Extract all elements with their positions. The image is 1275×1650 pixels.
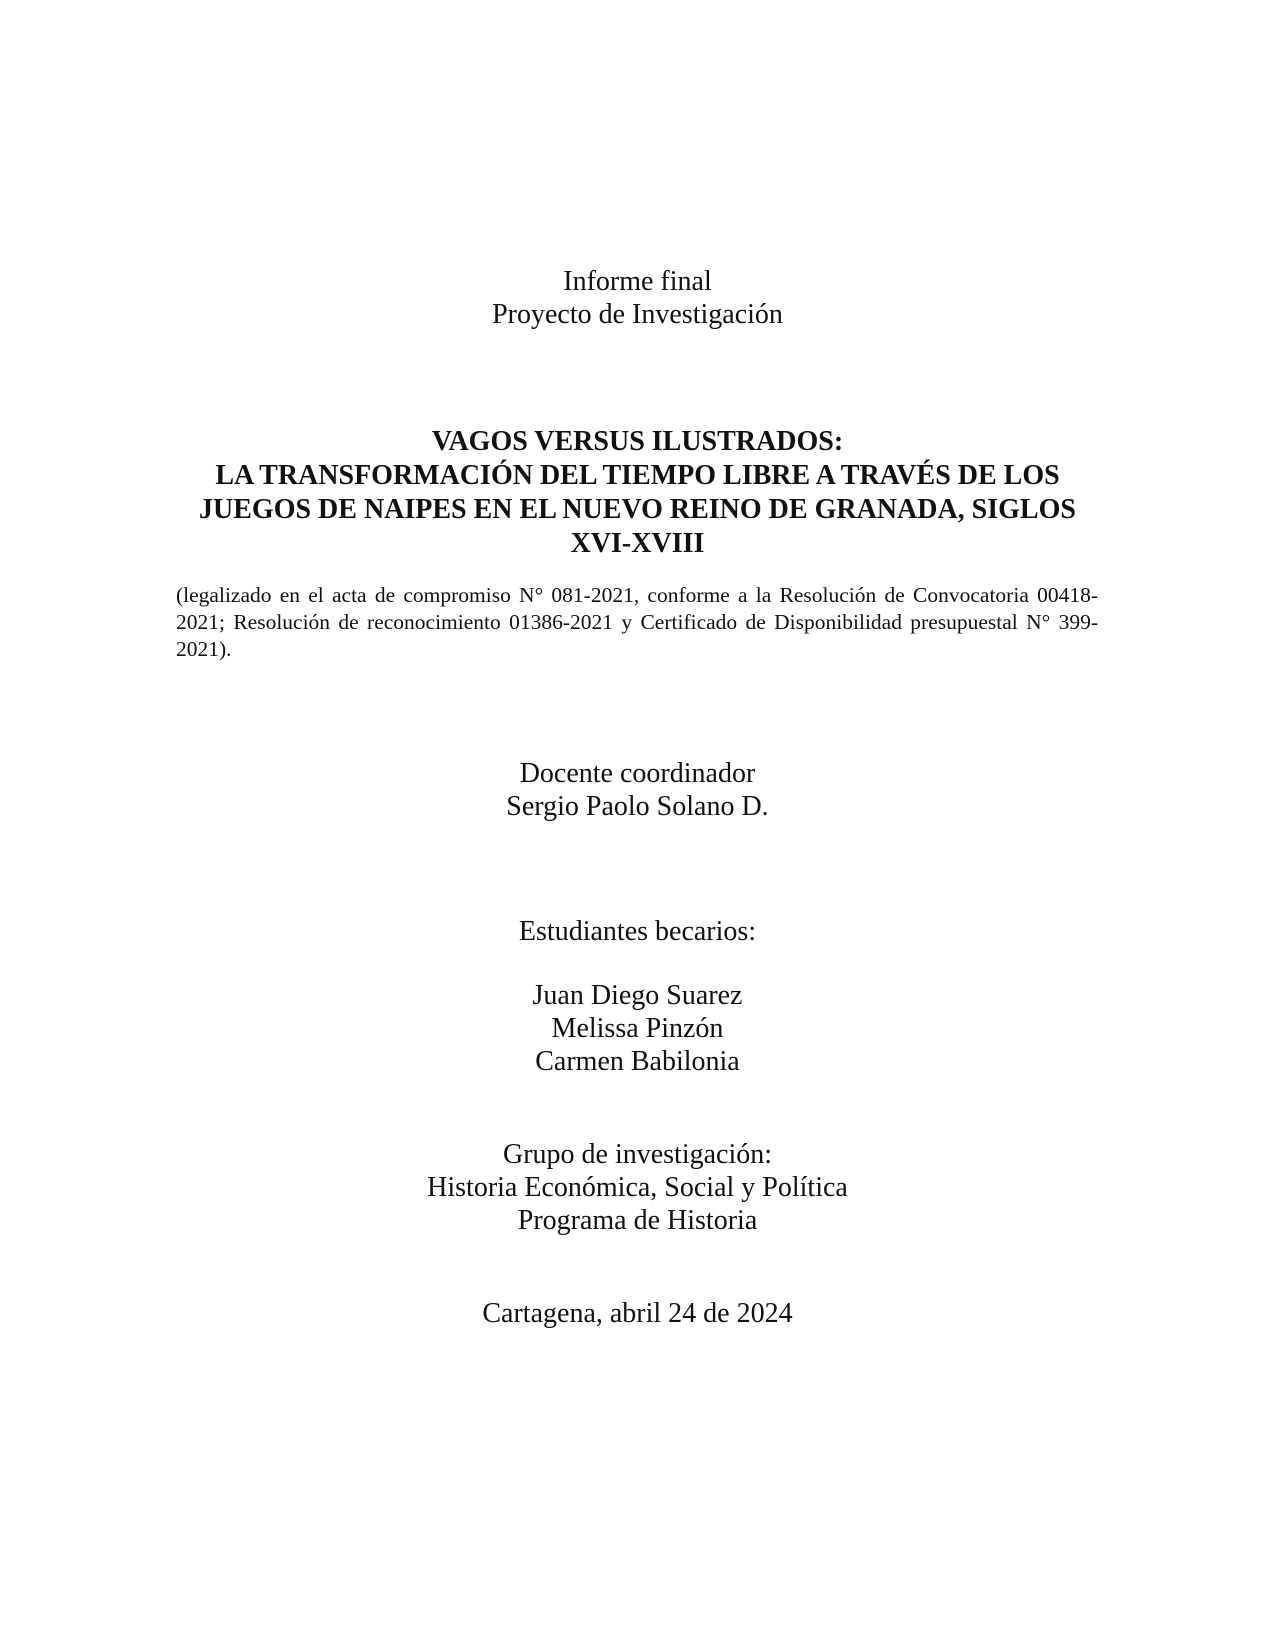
project-type: Proyecto de Investigación [492, 299, 783, 330]
research-group-label: Grupo de investigación: [502, 1139, 773, 1170]
program-name: Programa de Historia [517, 1205, 758, 1236]
research-group-block [0, 1138, 1275, 1237]
students-label: Estudiantes becarios: [518, 916, 757, 947]
title-line: VAGOS VERSUS ILUSTRADOS: [431, 426, 844, 457]
place-date: Cartagena, abril 24 de 2024 [482, 1298, 793, 1329]
student-name: Carmen Babilonia [535, 1046, 740, 1077]
title-line: XVI-XVIII [570, 528, 705, 559]
report-header [0, 265, 1275, 331]
students-list [0, 979, 1275, 1078]
coordinator-block [0, 757, 1275, 823]
coordinator-label: Docente coordinador [519, 758, 756, 789]
title-line: JUEGOS DE NAIPES EN EL NUEVO REINO DE GRANADA, SIGLOS [199, 494, 1076, 525]
report-type: Informe final [563, 266, 712, 297]
research-group-name: Historia Económica, Social y Política [427, 1172, 848, 1203]
place-date-block [0, 1297, 1275, 1330]
student-name: Melissa Pinzón [551, 1013, 724, 1044]
student-name: Juan Diego Suarez [532, 980, 743, 1011]
legal-note: (legalizado en el acta de compromiso N° 081-2021, conforme a la Resolución de Convocatoria 00418-2021; Resolución de reconocimiento 01386-2021 y Certificado de Disponibilidad presupuestal N° 399-2021). [176, 583, 1098, 661]
document-title [0, 425, 1275, 561]
title-line: LA TRANSFORMACIÓN DEL TIEMPO LIBRE A TRAVÉS DE LOS [215, 460, 1060, 491]
coordinator-name: Sergio Paolo Solano D. [506, 791, 769, 822]
students-block [0, 915, 1275, 948]
